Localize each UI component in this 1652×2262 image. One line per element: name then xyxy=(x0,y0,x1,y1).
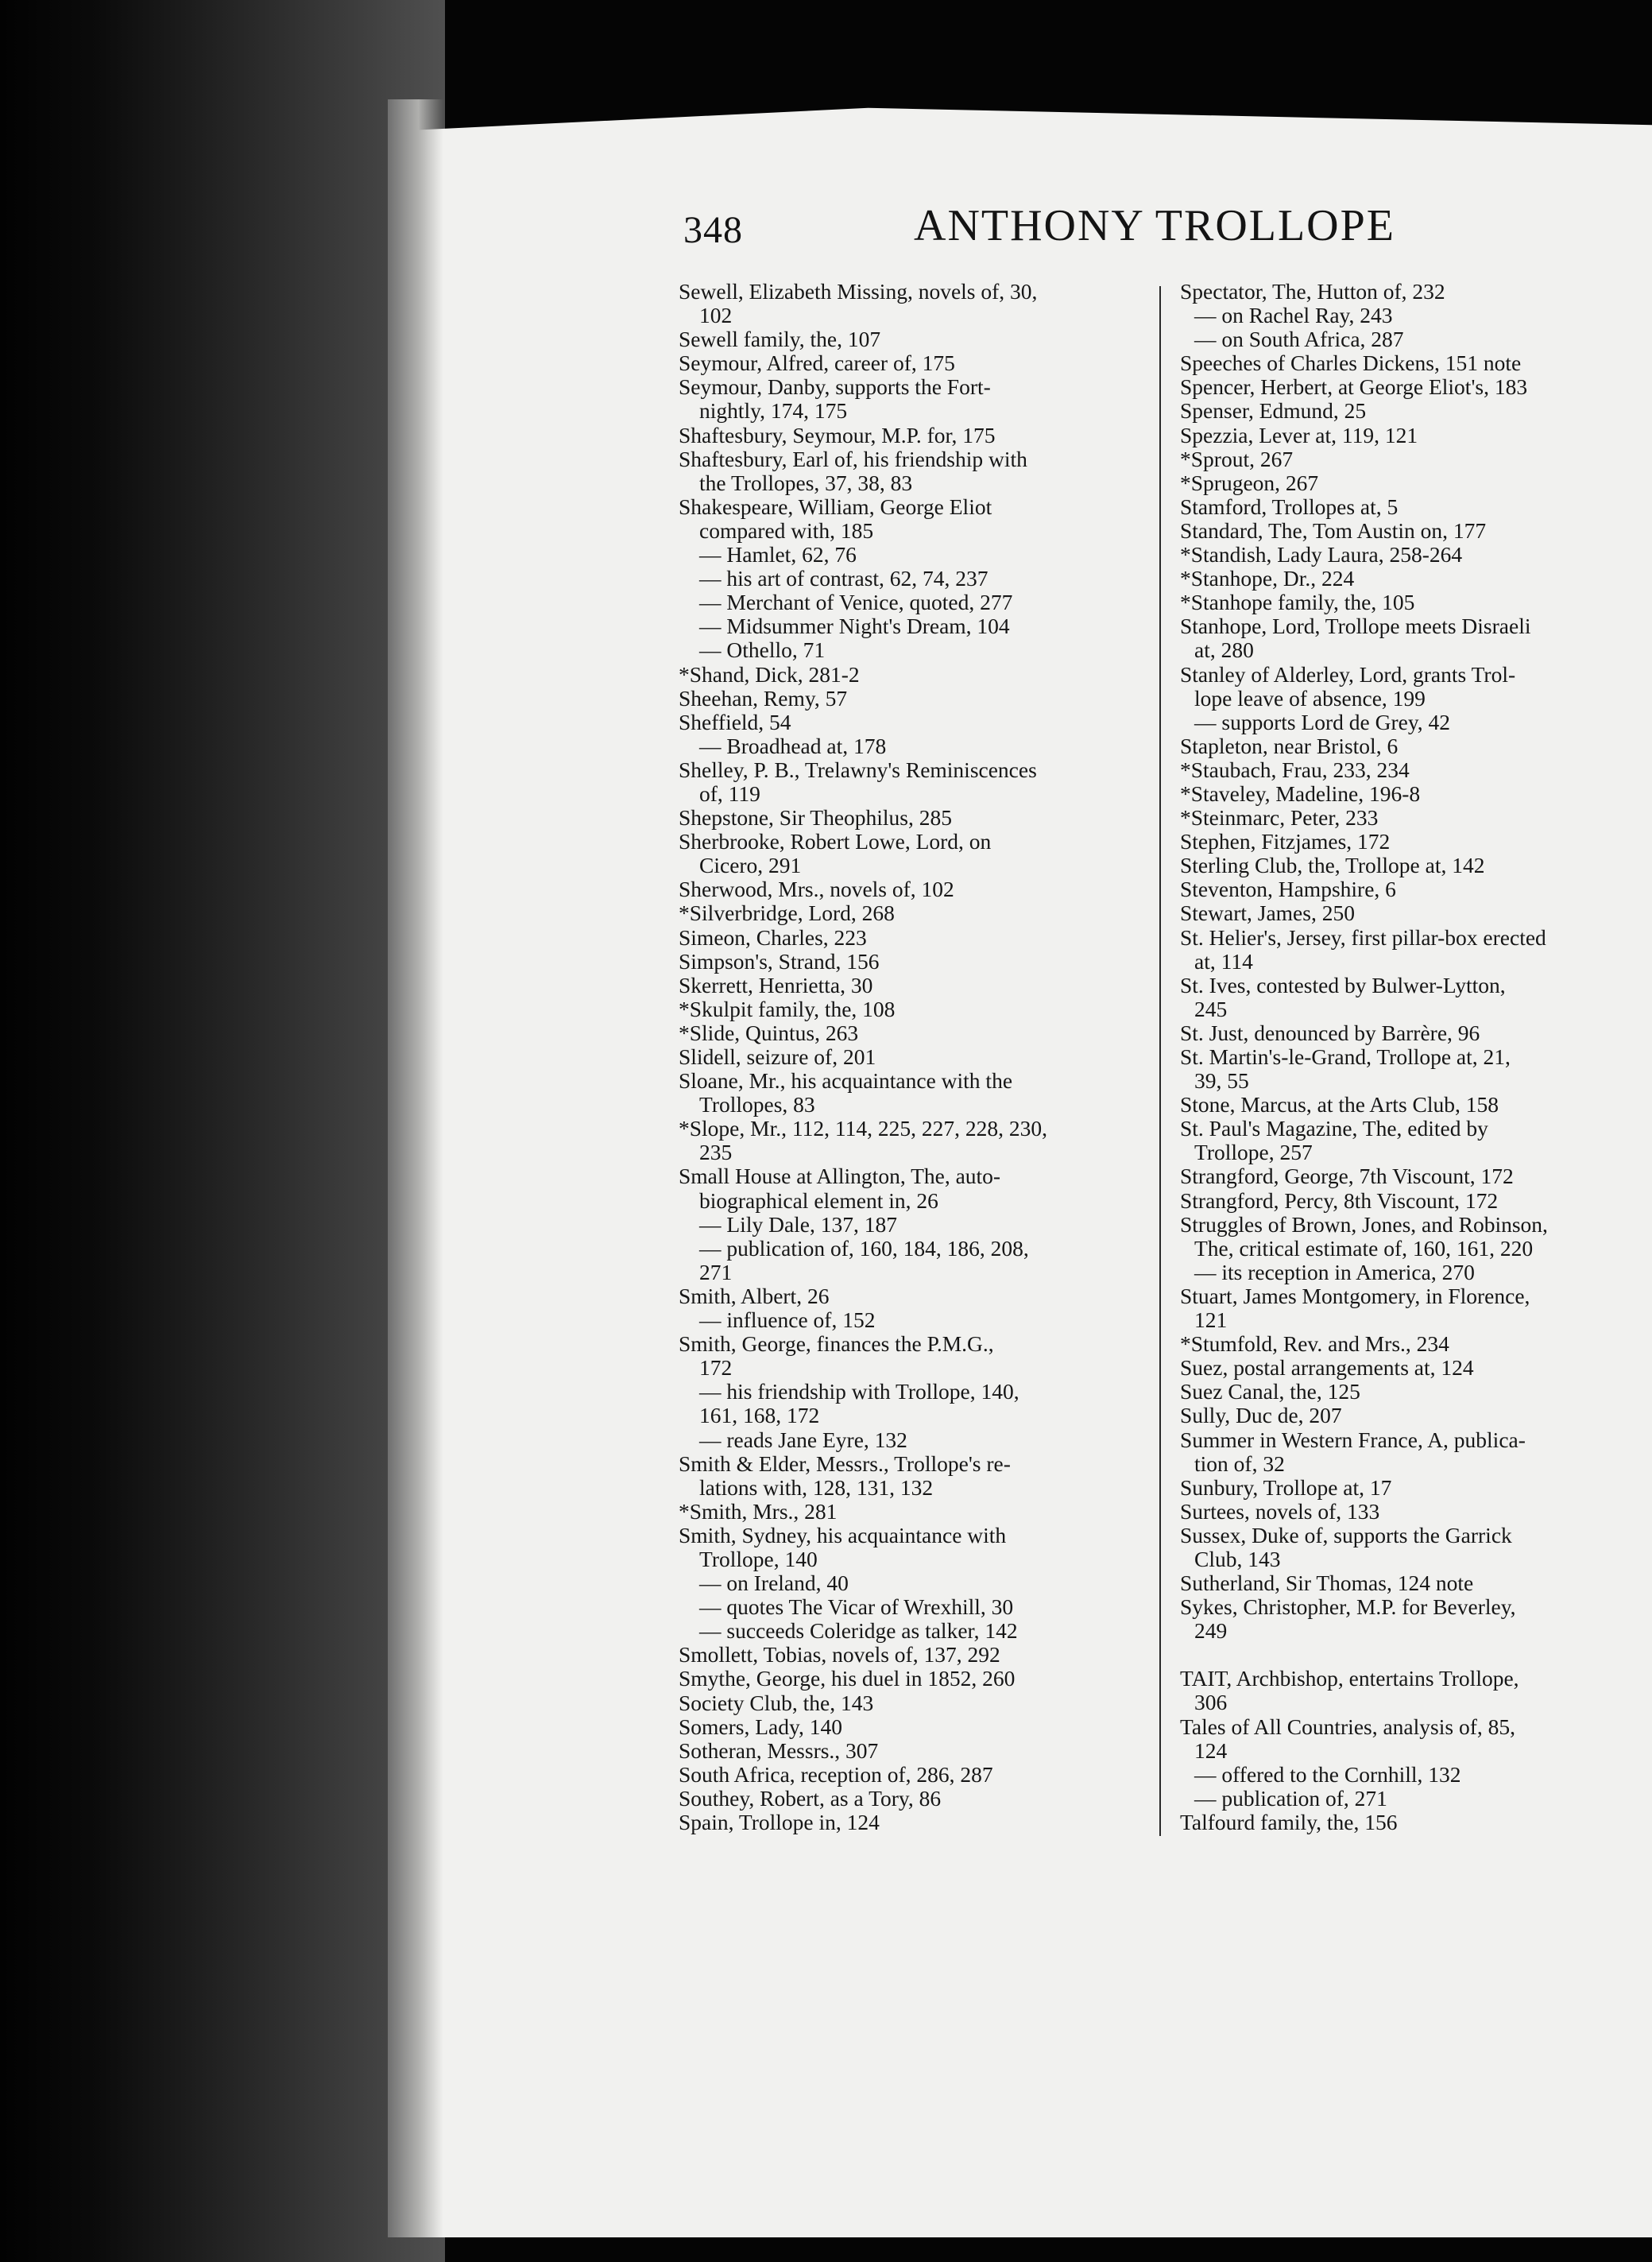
index-entry: Summer in Western France, A, publica- xyxy=(1180,1427,1526,1452)
index-entry: Shakespeare, William, George Eliot xyxy=(679,494,992,519)
index-entry: lope leave of absence, 199 xyxy=(1194,686,1426,711)
index-entry: St. Paul's Magazine, The, edited by xyxy=(1180,1117,1488,1141)
index-entry: Sheffield, 54 xyxy=(679,710,791,734)
index-entry: the Trollopes, 37, 38, 83 xyxy=(699,471,913,495)
index-entry: — on South Africa, 287 xyxy=(1194,327,1404,352)
index-entry: Skerrett, Henrietta, 30 xyxy=(679,973,873,997)
index-entry: *Steinmarc, Peter, 233 xyxy=(1180,806,1379,831)
index-entry: Standard, The, Tom Austin on, 177 xyxy=(1180,518,1487,543)
index-entry: at, 114 xyxy=(1194,949,1253,974)
index-entry: — publication of, 160, 184, 186, 208, xyxy=(699,1236,1029,1261)
index-entry: *Silverbridge, Lord, 268 xyxy=(679,901,895,926)
index-entry: Cicero, 291 xyxy=(699,854,802,878)
index-entry: — on Ireland, 40 xyxy=(699,1571,849,1596)
index-entry: Shaftesbury, Seymour, M.P. for, 175 xyxy=(679,423,996,447)
index-entry: — Broadhead at, 178 xyxy=(699,734,887,758)
index-entry: 102 xyxy=(699,304,733,328)
index-entry: — publication of, 271 xyxy=(1194,1786,1387,1811)
index-entry: Trollopes, 83 xyxy=(699,1093,815,1117)
index-entry: Suez, postal arrangements at, 124 xyxy=(1180,1356,1474,1381)
index-entry: *Stanhope, Dr., 224 xyxy=(1180,567,1355,591)
index-entry: Sloane, Mr., his acquaintance with the xyxy=(679,1069,1013,1094)
index-entry: — his friendship with Trollope, 140, xyxy=(699,1380,1019,1404)
index-entry: Suez Canal, the, 125 xyxy=(1180,1380,1360,1404)
index-entry: Strangford, George, 7th Viscount, 172 xyxy=(1180,1164,1514,1189)
book-spine xyxy=(0,0,445,2262)
index-entry: 249 xyxy=(1194,1619,1228,1644)
index-entry: *Standish, Lady Laura, 258-264 xyxy=(1180,543,1463,567)
index-entry: nightly, 174, 175 xyxy=(699,399,848,424)
index-entry: Stanhope, Lord, Trollope meets Disraeli xyxy=(1180,614,1531,639)
index-entry: Sykes, Christopher, M.P. for Beverley, xyxy=(1180,1595,1516,1620)
index-entry: 235 xyxy=(699,1141,733,1165)
index-entry: Stamford, Trollopes at, 5 xyxy=(1180,494,1399,519)
index-entry: *Staveley, Madeline, 196-8 xyxy=(1180,781,1421,806)
index-entry: Seymour, Danby, supports the Fort- xyxy=(679,375,991,400)
index-entry: Shaftesbury, Earl of, his friendship with xyxy=(679,447,1027,471)
index-entry: *Skulpit family, the, 108 xyxy=(679,997,896,1021)
index-entry: St. Helier's, Jersey, first pillar-box erected xyxy=(1180,925,1546,950)
index-entry: Sterling Club, the, Trollope at, 142 xyxy=(1180,854,1485,878)
index-entry: — Lily Dale, 137, 187 xyxy=(699,1212,897,1237)
index-entry: *Smith, Mrs., 281 xyxy=(679,1499,838,1524)
index-entry: 121 xyxy=(1194,1308,1228,1333)
index-entry: 124 xyxy=(1194,1738,1228,1763)
index-entry: Seymour, Alfred, career of, 175 xyxy=(679,351,955,376)
index-entry: The, critical estimate of, 160, 161, 220 xyxy=(1194,1236,1534,1261)
index-entry: — influence of, 152 xyxy=(699,1308,876,1333)
index-entry: — supports Lord de Grey, 42 xyxy=(1194,710,1451,734)
index-entry: tion of, 32 xyxy=(1194,1451,1285,1476)
index-entry: Spencer, Herbert, at George Eliot's, 183 xyxy=(1180,375,1528,400)
index-entry: Sotheran, Messrs., 307 xyxy=(679,1738,879,1763)
index-entry: — Merchant of Venice, quoted, 277 xyxy=(699,591,1013,615)
index-column-left xyxy=(679,280,1155,1834)
index-column-right xyxy=(1180,280,1645,1834)
index-entry: Simeon, Charles, 223 xyxy=(679,925,867,950)
index-entry: — offered to the Cornhill, 132 xyxy=(1194,1762,1461,1787)
index-entry: Shepstone, Sir Theophilus, 285 xyxy=(679,806,953,831)
index-entry: Smith, Albert, 26 xyxy=(679,1284,830,1308)
index-entry: Surtees, novels of, 133 xyxy=(1180,1499,1380,1524)
index-entry: — Midsummer Night's Dream, 104 xyxy=(699,614,1010,639)
index-entry: Struggles of Brown, Jones, and Robinson, xyxy=(1180,1212,1548,1237)
index-entry: St. Ives, contested by Bulwer-Lytton, xyxy=(1180,973,1506,997)
index-entry: Smith, George, finances the P.M.G., xyxy=(679,1332,994,1357)
index-entry: Trollope, 140 xyxy=(699,1547,818,1571)
index-entry: — quotes The Vicar of Wrexhill, 30 xyxy=(699,1595,1014,1620)
index-entry: *Stumfold, Rev. and Mrs., 234 xyxy=(1180,1332,1449,1357)
index-entry: 172 xyxy=(699,1356,733,1381)
index-entry: Steventon, Hampshire, 6 xyxy=(1180,877,1396,902)
index-entry: 306 xyxy=(1194,1691,1228,1715)
index-entry: — on Rachel Ray, 243 xyxy=(1194,304,1393,328)
index-entry: Sunbury, Trollope at, 17 xyxy=(1180,1475,1392,1500)
index-entry: St. Martin's-le-Grand, Trollope at, 21, xyxy=(1180,1045,1511,1069)
index-entry: Slidell, seizure of, 201 xyxy=(679,1045,876,1069)
index-entry: *Stanhope family, the, 105 xyxy=(1180,591,1415,615)
index-entry: Strangford, Percy, 8th Viscount, 172 xyxy=(1180,1188,1499,1213)
index-entry: Smythe, George, his duel in 1852, 260 xyxy=(679,1667,1016,1691)
index-entry: Club, 143 xyxy=(1194,1547,1281,1571)
index-entry: Simpson's, Strand, 156 xyxy=(679,949,880,974)
running-title: ANTHONY TROLLOPE xyxy=(914,201,1395,250)
page-header xyxy=(683,200,1478,264)
index-entry: *Sprugeon, 267 xyxy=(1180,471,1319,495)
index-entry: Sheehan, Remy, 57 xyxy=(679,686,848,711)
index-entry: Somers, Lady, 140 xyxy=(679,1714,842,1739)
index-entry: *Slide, Quintus, 263 xyxy=(679,1021,859,1045)
column-divider xyxy=(1159,286,1161,1836)
index-entry: Spectator, The, Hutton of, 232 xyxy=(1180,280,1445,304)
index-entry: Sewell family, the, 107 xyxy=(679,327,881,352)
index-entry: Stuart, James Montgomery, in Florence, xyxy=(1180,1284,1530,1308)
index-entry: Stewart, James, 250 xyxy=(1180,901,1355,926)
index-entry: 271 xyxy=(699,1260,733,1284)
index-entry: Sherwood, Mrs., novels of, 102 xyxy=(679,877,954,902)
index-entry: Smith, Sydney, his acquaintance with xyxy=(679,1523,1007,1547)
index-entry: — his art of contrast, 62, 74, 237 xyxy=(699,567,988,591)
index-entry: Spenser, Edmund, 25 xyxy=(1180,399,1367,424)
index-entry: Tales of All Countries, analysis of, 85, xyxy=(1180,1714,1515,1739)
index-entry: Stone, Marcus, at the Arts Club, 158 xyxy=(1180,1093,1499,1117)
index-entry: — Othello, 71 xyxy=(699,638,826,663)
index-entry: at, 280 xyxy=(1194,638,1254,663)
index-entry: *Slope, Mr., 112, 114, 225, 227, 228, 230, xyxy=(679,1117,1047,1141)
index-entry: Smith & Elder, Messrs., Trollope's re- xyxy=(679,1451,1011,1476)
index-entry: Sewell, Elizabeth Missing, novels of, 30, xyxy=(679,280,1038,304)
index-entry: TAIT, Archbishop, entertains Trollope, xyxy=(1180,1667,1519,1691)
index-entry: compared with, 185 xyxy=(699,518,874,543)
index-entry: Sussex, Duke of, supports the Garrick xyxy=(1180,1523,1512,1547)
index-entry: Society Club, the, 143 xyxy=(679,1691,874,1715)
index-entry: Southey, Robert, as a Tory, 86 xyxy=(679,1786,942,1811)
index-entry: biographical element in, 26 xyxy=(699,1188,938,1213)
page-gutter-shadow xyxy=(388,99,443,2237)
index-entry: Sherbrooke, Robert Lowe, Lord, on xyxy=(679,830,992,854)
index-entry: Trollope, 257 xyxy=(1194,1141,1313,1165)
index-entry: *Sprout, 267 xyxy=(1180,447,1294,471)
index-entry: — reads Jane Eyre, 132 xyxy=(699,1427,907,1452)
index-entry: lations with, 128, 131, 132 xyxy=(699,1475,934,1500)
index-entry: Smollett, Tobias, novels of, 137, 292 xyxy=(679,1643,1000,1667)
index-entry: — Hamlet, 62, 76 xyxy=(699,543,857,567)
index-entry: *Staubach, Frau, 233, 234 xyxy=(1180,757,1410,782)
index-entry: Stephen, Fitzjames, 172 xyxy=(1180,830,1391,854)
index-entry: — its reception in America, 270 xyxy=(1194,1260,1475,1284)
page-number: 348 xyxy=(683,209,743,251)
index-entry: of, 119 xyxy=(699,781,760,806)
index-entry: Sutherland, Sir Thomas, 124 note xyxy=(1180,1571,1474,1596)
index-entry: 39, 55 xyxy=(1194,1069,1249,1094)
index-entry: 245 xyxy=(1194,997,1228,1021)
index-entry: South Africa, reception of, 286, 287 xyxy=(679,1762,993,1787)
index-entry: Talfourd family, the, 156 xyxy=(1180,1810,1398,1834)
index-entry: 161, 168, 172 xyxy=(699,1404,820,1428)
index-entry: Spezzia, Lever at, 119, 121 xyxy=(1180,423,1418,447)
index-entry: Speeches of Charles Dickens, 151 note xyxy=(1180,351,1522,376)
index-entry: Stapleton, near Bristol, 6 xyxy=(1180,734,1399,758)
index-entry: Sully, Duc de, 207 xyxy=(1180,1404,1342,1428)
index-entry: Stanley of Alderley, Lord, grants Trol- xyxy=(1180,662,1516,687)
index-entry: Spain, Trollope in, 124 xyxy=(679,1811,880,1834)
index-entry: Small House at Allington, The, auto- xyxy=(679,1164,1001,1189)
index-entry: *Shand, Dick, 281-2 xyxy=(679,662,860,687)
index-entry: Shelley, P. B., Trelawny's Reminiscences xyxy=(679,757,1037,782)
index-entry: — succeeds Coleridge as talker, 142 xyxy=(699,1619,1018,1644)
index-entry: St. Just, denounced by Barrère, 96 xyxy=(1180,1021,1480,1045)
